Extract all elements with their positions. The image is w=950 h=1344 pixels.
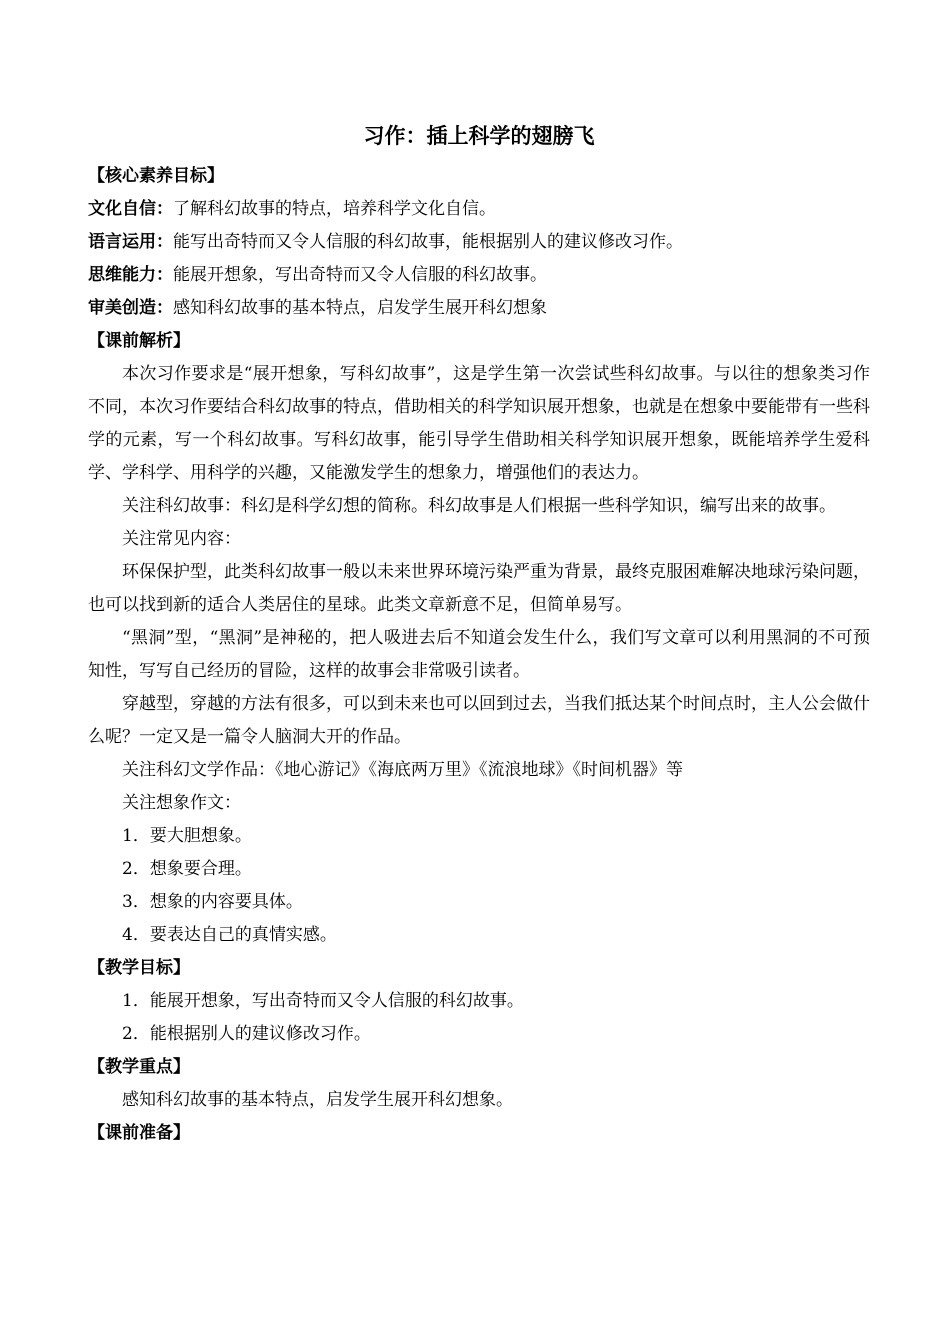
goal-key: 文化自信： [88, 199, 173, 219]
goal-text: 了解科幻故事的特点，培养科学文化自信。 [173, 199, 496, 219]
analysis-heading: 【课前解析】 [88, 331, 190, 351]
goal-line-language [88, 226, 870, 259]
list-item: 2．想象要合理。 [122, 859, 252, 879]
goal-line-aesthetic [88, 292, 870, 325]
goal-line-culture [88, 193, 870, 226]
preparation-heading: 【课前准备】 [88, 1123, 190, 1143]
list-item: 1．能展开想象，写出奇特而又令人信服的科幻故事。 [122, 991, 524, 1011]
core-goals-heading: 【核心素养目标】 [88, 166, 224, 186]
analysis-paragraph: 关注科幻文学作品：《地心游记》《海底两万里》《流浪地球》《时间机器》等 [122, 760, 683, 780]
key-points-heading: 【教学重点】 [88, 1057, 190, 1077]
analysis-paragraph: 本次习作要求是“展开想象，写科幻故事”，这是学生第一次尝试些科幻故事。与以往的想象类习作不同，本次习作要结合科幻故事的特点，借助相关的科学知识展开想象，也就是在想象中要能带有一些科学的元素，写一个科幻故事。写科幻故事，能引导学生借助相关科学知识展开想象，既能培养学生爱科学、学科学、用科学的兴趣，又能激发学生的想象力，增强他们的表达力。 [88, 364, 870, 483]
key-points-text: 感知科幻故事的基本特点，启发学生展开科幻想象。 [122, 1090, 513, 1110]
analysis-paragraph: 关注想象作文： [122, 793, 241, 813]
goal-key: 语言运用： [88, 232, 173, 252]
goal-key: 思维能力： [88, 265, 173, 285]
goal-text: 能展开想象，写出奇特而又令人信服的科幻故事。 [173, 265, 547, 285]
teaching-goals-heading: 【教学目标】 [88, 958, 190, 978]
document-title: 习作：插上科学的翅膀飞 [363, 124, 595, 148]
list-item: 2．能根据别人的建议修改习作。 [122, 1024, 371, 1044]
analysis-paragraph: 关注科幻故事：科幻是科学幻想的简称。科幻故事是人们根据一些科学知识，编写出来的故事。 [122, 496, 836, 516]
analysis-paragraph: 穿越型，穿越的方法有很多，可以到未来也可以回到过去，当我们抵达某个时间点时，主人公会做什么呢？一定又是一篇令人脑洞大开的作品。 [88, 694, 870, 747]
analysis-paragraph: 关注常见内容： [122, 529, 241, 549]
goal-key: 审美创造： [88, 298, 173, 318]
goal-text: 感知科幻故事的基本特点，启发学生展开科幻想象 [173, 298, 547, 318]
goal-text: 能写出奇特而又令人信服的科幻故事，能根据别人的建议修改习作。 [173, 232, 683, 252]
list-item: 1．要大胆想象。 [122, 826, 252, 846]
list-item: 3．想象的内容要具体。 [122, 892, 303, 912]
analysis-paragraph: “黑洞”型，“黑洞”是神秘的，把人吸进去后不知道会发生什么，我们写文章可以利用黑洞的不可预知性，写写自己经历的冒险，这样的故事会非常吸引读者。 [88, 628, 870, 681]
list-item: 4．要表达自己的真情实感。 [122, 925, 337, 945]
analysis-paragraph: 环保保护型，此类科幻故事一般以未来世界环境污染严重为背景，最终克服困难解决地球污染问题，也可以找到新的适合人类居住的星球。此类文章新意不足，但简单易写。 [88, 562, 870, 615]
goal-line-thinking [88, 259, 870, 292]
